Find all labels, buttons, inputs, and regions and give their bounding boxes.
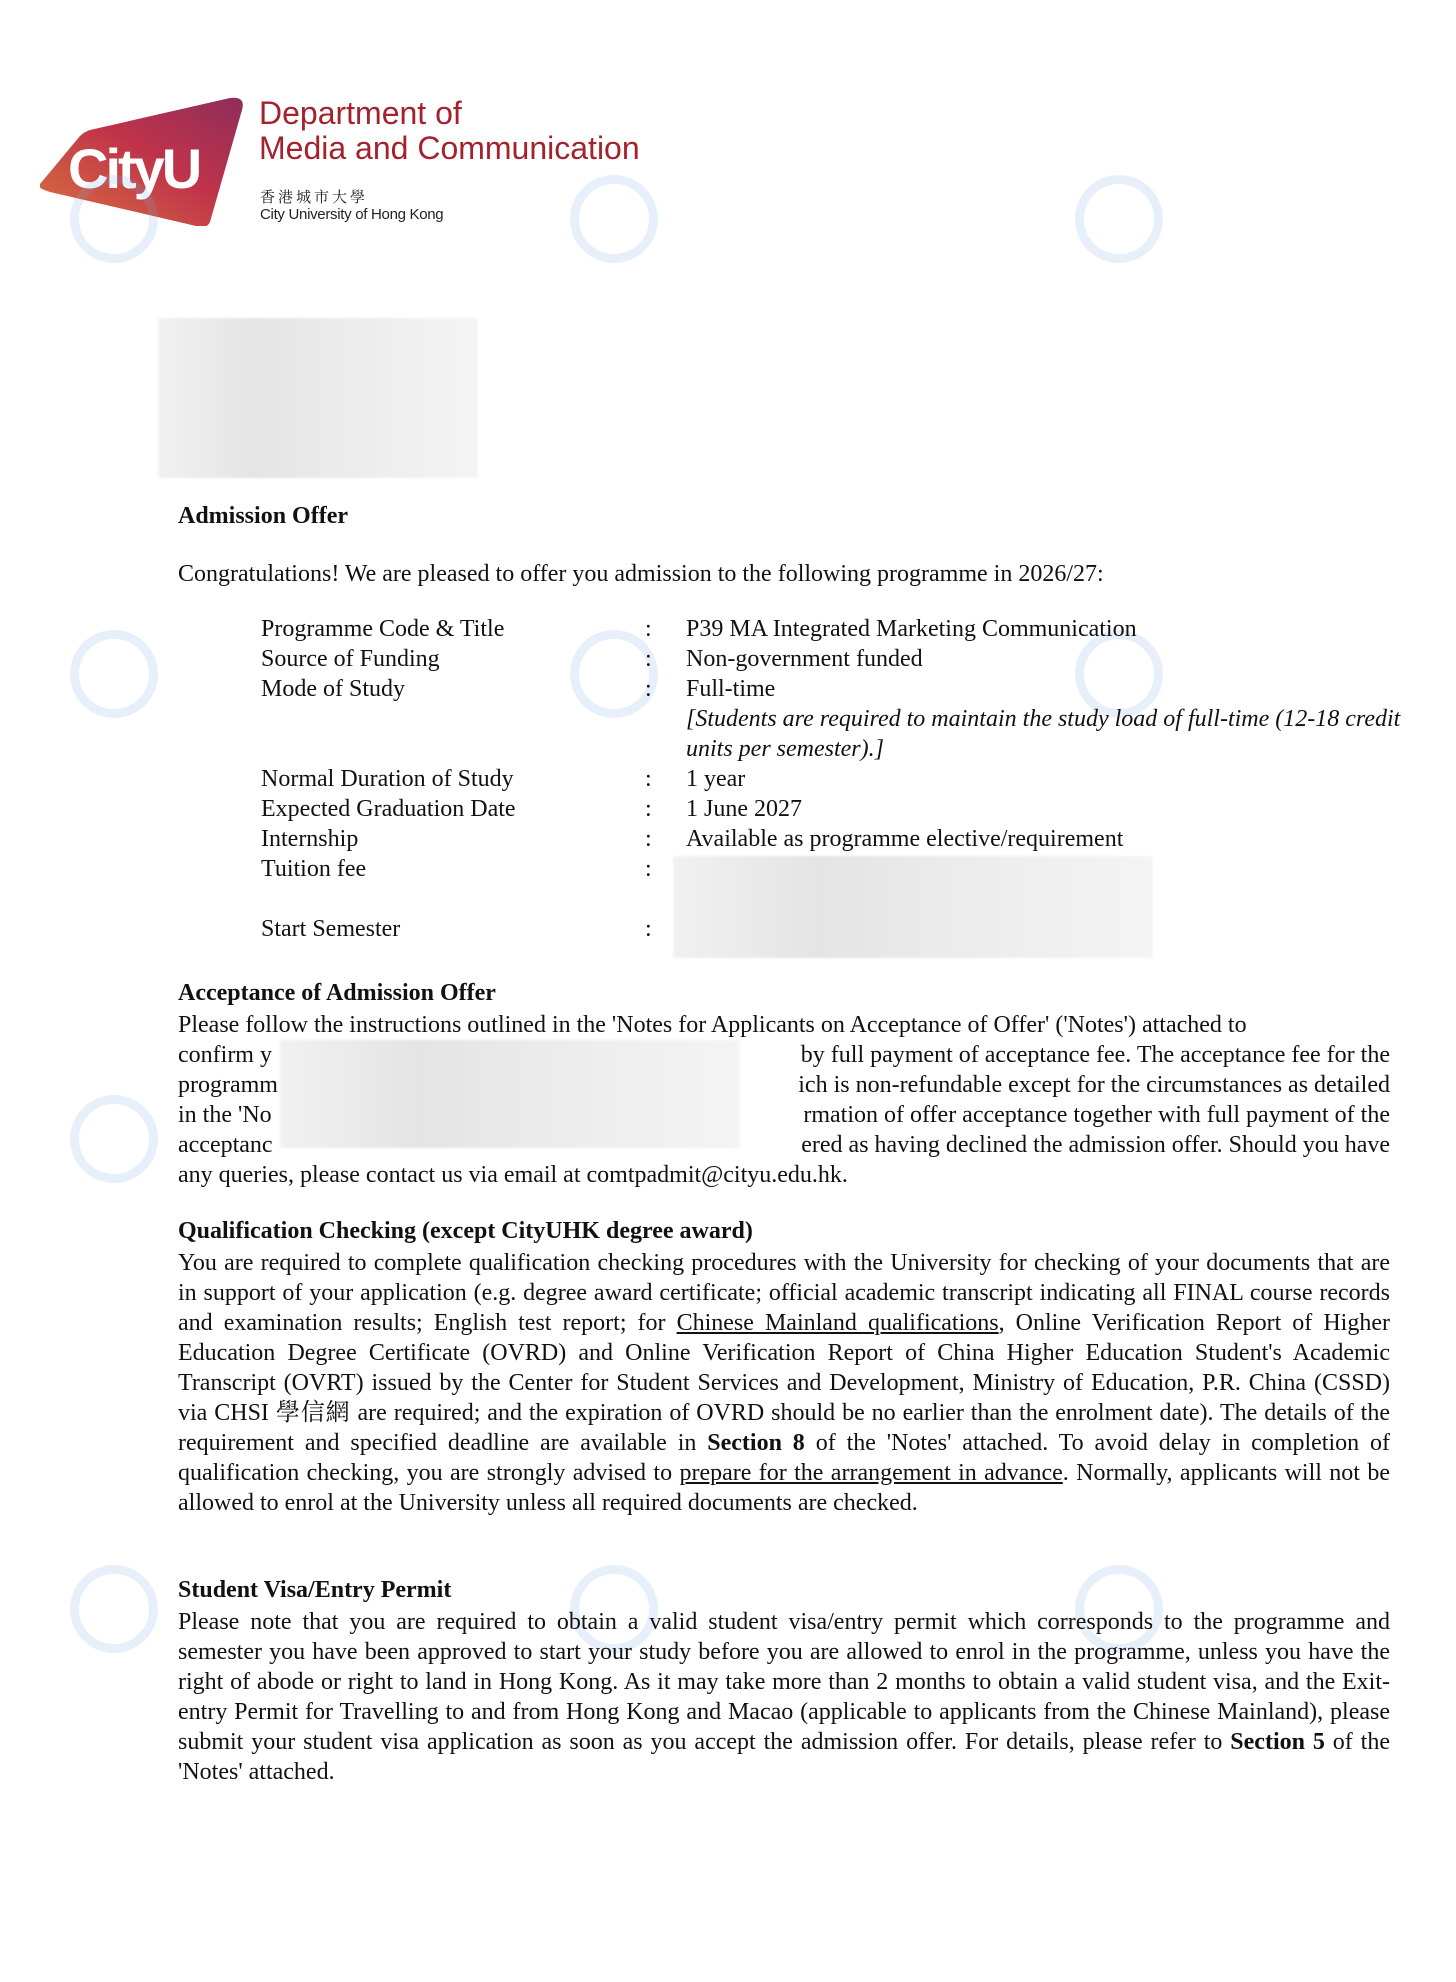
colon: : [645,796,652,822]
dept-line-2: Media and Communication [259,130,640,166]
watermark-icon [570,175,658,263]
colon: : [645,766,652,792]
text-line: programm [178,1072,278,1098]
row-label: Programme Code & Title [261,616,505,642]
prepare-arrangement-link[interactable]: prepare for the arrangement in advance [679,1460,1063,1486]
admission-offer-heading: Admission Offer [178,503,348,529]
text: , Online Verification Report of Higher Education Degree Certificate (OVRD) and Online Verification Report of China Higher Education Student's Academic Transcript (OVRT) issued by the Center for Student Services and Development, Ministry of Education, P.R. China (CSSD) via CHSI 學信網 are required; and the expiration of OVRD should be no earlier than the enrolment date). The details of the requirement and specified deadline are available in [178,1310,1390,1456]
text: Please note that you are required to obtain a valid student visa/entry permit which corresponds to the programme and semester you have been approved to start your study before you are allowed to enrol in the programme, unless you have the right of abode or right to land in Hong Kong. As it may take more than 2 months to obtain a valid student visa, and the Exit-entry Permit for Travelling to and from Hong Kong and Macao (applicable to applicants from the Chinese Mainland), please submit your student visa application as soon as you accept the admission offer. For details, please refer to [178,1609,1390,1755]
mode-note: [Students are required to maintain the study load of full-time (12-18 credit units per semester).] [686,706,1401,762]
row-label: Source of Funding [261,646,440,672]
text-line: any queries, please contact us via email at comtpadmit@cityu.edu.hk. [178,1162,848,1188]
row-value: Full-time [686,676,776,702]
section-ref: Section 8 [707,1430,805,1456]
row-label: Start Semester [261,916,401,942]
row-label: Internship [261,826,359,852]
acceptance-heading: Acceptance of Admission Offer [178,980,496,1006]
colon: : [645,826,652,852]
department-name [259,96,640,166]
text: of the 'Notes' attached. [178,1729,1390,1785]
section-ref: Section 5 [1230,1729,1325,1755]
watermark-icon [70,630,158,718]
svg-text:CityU: CityU [68,137,200,200]
chinese-mainland-qualifications-link[interactable]: Chinese Mainland qualifications [676,1310,999,1336]
text-line: rmation of offer acceptance together with full payment of the [803,1102,1390,1128]
row-value: Available as programme elective/requirement [686,826,1124,852]
colon: : [645,856,652,882]
text: You are required to complete qualification checking procedures with the University for checking of your documents that are in support of your application (e.g. degree award certificate; official academic transcript indicating all FINAL course records and examination results; English test report; for [178,1250,1390,1336]
watermark-icon [70,1095,158,1183]
text-line: in the 'No [178,1102,272,1128]
text: of the 'Notes' attached. To avoid delay in completion of qualification checking, you are strongly advised to [178,1430,1390,1486]
row-label: Mode of Study [261,676,405,702]
colon: : [645,646,652,672]
row-value: P39 MA Integrated Marketing Communication [686,616,1137,642]
redacted-fee-and-semester [673,856,1153,958]
colon: : [645,616,652,642]
university-name-english: City University of Hong Kong [260,206,444,223]
row-value: 1 year [686,766,746,792]
text-line: ich is non-refundable except for the circumstances as detailed [798,1072,1390,1098]
text: . Normally, applicants will not be allowed to enrol at the University unless all required documents are checked. [178,1460,1390,1516]
row-value: Non-government funded [686,646,923,672]
text-line: confirm y [178,1042,272,1068]
text-line: Please follow the instructions outlined in the 'Notes for Applicants on Acceptance of Offer' ('Notes') attached to [178,1012,1247,1038]
visa-heading: Student Visa/Entry Permit [178,1577,452,1603]
qualification-heading: Qualification Checking (except CityUHK degree award) [178,1218,753,1244]
text-line: ered as having declined the admission offer. Should you have [801,1132,1390,1158]
row-label: Expected Graduation Date [261,796,516,822]
watermark-icon [1075,175,1163,263]
text-line: acceptanc [178,1132,273,1158]
qualification-text [178,1248,1390,1518]
text-line: by full payment of acceptance fee. The acceptance fee for the [800,1042,1390,1068]
visa-text [178,1607,1390,1787]
university-name-chinese: 香港城市大學 [260,188,369,206]
colon: : [645,916,652,942]
watermark-icon [70,175,158,263]
colon: : [645,676,652,702]
row-value: 1 June 2027 [686,796,802,822]
offer-intro: Congratulations! We are pleased to offer you admission to the following programme in 2026/27: [178,561,1104,587]
row-label: Normal Duration of Study [261,766,514,792]
redacted-fee-details [280,1040,740,1148]
watermark-icon [70,1565,158,1653]
redacted-address [158,318,478,478]
row-label: Tuition fee [261,856,367,882]
dept-line-1: Department of [259,95,462,131]
